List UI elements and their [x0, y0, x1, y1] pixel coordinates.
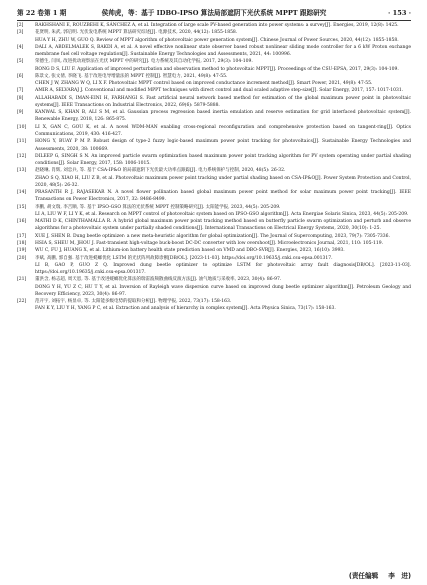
- reference-number: [17]: [17, 233, 27, 239]
- running-title: 侯帅虎，等：基于 IDBO-IPSO 算法局部遮阴下光伏系统 MPPT 跟踪研究: [101, 9, 327, 17]
- reference-entry: [17, 44, 411, 59]
- reference-text: HUA Y H, ZHU W, GUO Q. Review of MPPT algorithm of photovoltaic power generation system[J]. Chinese Journal of Power Sources, 2020, 44(12): 1855-1858.: [35, 37, 399, 43]
- reference-entry: [17, 153, 411, 168]
- reference-number: [3]: [17, 30, 24, 36]
- reference-number: [5]: [17, 59, 24, 65]
- editor-name: 李 进): [388, 572, 411, 580]
- reference-text: LI A, LIU W F, LI Y K, et al. Research on MPPT control of photovoltaic system based on IPSO-GSO algorithm[J]. Acta Energiae Solaris Sinica, 2023, 44(5): 205-209.: [35, 211, 409, 217]
- reference-text: LI X, GAN C, GOU K, et al. A novel WDM-MAN enabling cross-regional reconfiguration and comprehensive protection based on tangent-ring[J]. Optics Communications, 2019, 430: 416-427.: [35, 124, 411, 137]
- reference-text: 董洪含, 杨志超, 周天恩, 等. 基于改进蜣螂优化算法的瑞雷波频散曲线反演方法[J]. 油气地质与采收率, 2023, 30(4): 86-97.: [35, 277, 282, 283]
- reference-entry: [17, 247, 411, 254]
- reference-number: [2]: [17, 23, 24, 28]
- reference-number: [11]: [17, 139, 27, 145]
- reference-entry: [17, 175, 411, 190]
- header-rule: [17, 20, 411, 21]
- reference-entry: [17, 29, 411, 36]
- reference-text: WU C, FU J, HUANG X, et al. Lithium-ion battery health state prediction based on VMD and DBO-SVR[J]. Energies, 2023, 16(10): 3993.: [35, 248, 345, 254]
- reference-number: [8]: [17, 95, 24, 101]
- journal-issue: 第 22 卷第 1 期: [17, 9, 67, 17]
- reference-text: 范开宇, 刘拓宇, 杨显卓, 等. 太阳能多级电势的提取和分析[J]. 物理学报, 2022, 73(17): 158-163.: [35, 299, 232, 305]
- reference-entry: [17, 204, 411, 211]
- reference-number: [21]: [17, 277, 27, 283]
- reference-text: CHEN J W, ZHANG W Q, LI X F. Photovoltaic MPPT control based on improved conductance increment method[J]. Smart Power, 2021, 49(8): 47-55.: [35, 81, 373, 87]
- responsible-editor: [349, 570, 411, 580]
- reference-text: RONG D S, LIU F. Application of improved perturbation and observation method to photovoltaic MPPT[J]. Proceedings of the CSU-EPSA, 2017, 29(3): 104-109.: [35, 66, 399, 72]
- reference-text: FAN K Y, LIU Y H, YANG P C, et al. Extraction and analysis of hierarchy in complex system[J]. Acta Physica Sinica, 73(17): 158-163.: [35, 306, 336, 312]
- reference-number: [6]: [17, 73, 24, 79]
- reference-text: HONG Y, BUAY P M P. Robust design of type-2 fuzzy logic-based maximum power point tracking for photovoltaics[J]. Sustainable Energy Technologies and Assessments, 2020, 38: 100669.: [35, 139, 411, 152]
- reference-entry: [17, 95, 411, 110]
- reference-list: [17, 22, 411, 313]
- reference-entry: [17, 240, 411, 247]
- reference-number: [12]: [17, 153, 27, 159]
- reference-number: [15]: [17, 204, 27, 210]
- reference-text: DONG Y H, YU Z C, HU T Y, et al. Inversion of Rayleigh wave dispersion curve based on improved dung beetle optimizer algorithm[J]. Petroleum Geology and Recovery Efficiency, 2023, 30(4): 86-97.: [35, 284, 411, 297]
- reference-text: LI B, GAO P, GUO Z Q. Improved dung beetle optimizer to optimize LSTM for photovoltaic array fault diagnosis[DB/OL]. [2023-11-03]. https://doi.org/10.19635/j.cnki.csu-epsa.001317.: [35, 262, 411, 276]
- reference-text: AMIR A, SELVARAJ J. Conventional and modified MPPT techniques with direct control and dual scaled adaptive step-size[J]. Solar Energy, 2017, 157: 1017-1031.: [35, 88, 404, 94]
- reference-text: DALI A, ABDELMALEK S, BAKDI A, et al. A novel effective nonlinear state observer based robust nonlinear sliding mode controller for a 6 kW Proton exchange membrane fuel cell voltage regulation[J]. Sustainable Energy Technologies and Assessments, 2021, 44: 100996.: [35, 44, 411, 58]
- reference-entry: [17, 22, 411, 29]
- reference-entry: [17, 211, 411, 218]
- reference-entry: [17, 138, 411, 153]
- page-number: · 153 ·: [388, 9, 411, 17]
- reference-entry: [17, 66, 411, 73]
- reference-entry: [17, 58, 411, 65]
- reference-number: [9]: [17, 110, 24, 116]
- reference-entry: [17, 87, 411, 94]
- reference-entry: [17, 233, 411, 240]
- reference-text: 花贤明, 朱武, 郭启明. 光伏发电系统 MPPT 算法研究综述[J]. 电源技术, 2020, 44(12): 1855-1858.: [35, 30, 238, 36]
- reference-text: HSIA S, SHEU M, JHOU J. Fast-transient high-voltage buck-boost DC-DC converter with low overshoot[J]. Microelectronics Journal, 2021, 110: 105-119.: [35, 240, 384, 246]
- reference-text: 赵晓琳, 肖辉, 刘忠兵, 等. 基于 CSA-IP&O 的局部遮阴下光伏最大功率点跟踪[J]. 电力系统保护与控制, 2020, 48(5): 26-32.: [35, 168, 286, 174]
- reference-number: [4]: [17, 44, 24, 50]
- reference-number: [14]: [17, 190, 27, 196]
- reference-entry: [17, 109, 411, 124]
- reference-number: [19]: [17, 248, 27, 254]
- reference-number: [7]: [17, 88, 24, 94]
- reference-number: [22]: [17, 299, 27, 305]
- reference-entry: [17, 276, 411, 283]
- reference-text: KANWAL S, KHAN B, ALI S M, et al. Gaussian process regression based inertia emulation and reserve estimation for grid interfaced photovoltaic system[J]. Renewable Energy, 2018, 126: 865-875.: [35, 110, 411, 123]
- reference-entry: [17, 262, 411, 277]
- reference-text: XUE J, SHEN B. Dung beetle optimizer: a new meta-heuristic algorithm for global optimization[J]. The Journal of Supercomputing, 2023, 79(7): 7305-7336.: [35, 233, 390, 239]
- reference-entry: [17, 284, 411, 299]
- reference-entry: [17, 189, 411, 204]
- reference-text: 陈景文, 张文倩, 李晓飞. 基于改进电导增量法的 MPPT 控制[J]. 智慧电力, 2021, 49(8): 47-55.: [35, 73, 228, 79]
- reference-number: [10]: [17, 124, 27, 130]
- reference-entry: [17, 218, 411, 233]
- reference-text: DILEEP G, SINGH S N. An improved particle swarm optimization based maximum power point tracking algorithm for PV system operating under partial shading conditions[J]. Solar Energy, 2017, 158: 1006-1015.: [35, 153, 411, 167]
- reference-entry: [17, 73, 411, 80]
- running-header: [17, 7, 411, 19]
- reference-text: 荣德生, 闫凤, 改进扰动观察法在光伏 MPPT 中的研究[J]. 电力系统及其自动化学报, 2017, 29(3): 104-109.: [35, 59, 253, 65]
- reference-text: 李鹏, 胡文瑞, 李吉顺, 等. 基于 IPSO-GSO 算法的光伏系统 MPPT 控制策略研究[J]. 太阳能学报, 2023, 44(5): 205-209.: [35, 204, 281, 210]
- reference-number: [13]: [17, 168, 27, 174]
- reference-number: [18]: [17, 240, 27, 246]
- reference-text: MATHI D K, CHINTHAMALLA R. A hybrid global maximum power point tracking method based on butterfly particle swarm optimization and perturb and observe algorithms for a photovoltaic system under partially shaded conditions[J]. International Transactions on Electrical Energy Systems, 2020, 30(10): 1-25.: [35, 219, 411, 232]
- reference-text: RAKHSHANI E, ROUZBEHI K, SÁNCHEZ A, et al. Integration of large scale PV-based generation into power systems: a survey[J]. Energies, 2019, 12(8): 1425.: [35, 23, 399, 28]
- reference-entry: [17, 255, 411, 262]
- reference-text: 李斌, 高鹏, 郭自强. 基于改进蜣螂优化 LSTM 的光伏阵列故障诊断[DB/OL]. [2023-11-03]. https://doi.org/10.19635/j.cnki.csu-epsa.001317.: [35, 255, 333, 261]
- reference-text: PRASANTH R J, RAJASEKAR N. A novel flower pollination based global maximum power point method for solar maximum power point tracking[J]. IEEE Transactions on Power Electronics, 2017, 32: 8486-8499.: [35, 190, 411, 203]
- reference-entry: [17, 305, 411, 312]
- reference-text: ZHAO S Q, XIAO H, LIU Z B, et al. Photovoltaic maximum power point tracking under partial shading based on CSA-IP&O[J]. Power System Protection and Control, 2020, 48(5): 26-32.: [35, 175, 411, 188]
- reference-entry: [17, 37, 411, 44]
- editor-label: (责任编辑: [348, 572, 379, 580]
- reference-entry: [17, 124, 411, 139]
- reference-entry: [17, 80, 411, 87]
- reference-entry: [17, 298, 411, 305]
- reference-text: ALLAHABADI S, IMAN-EINI H, FARHANGI S. Fast artificial neural network based method for estimation of the global maximum power point in photovoltaic systems[J]. IEEE Transactions on Industrial Electronics, 2022, 69(6): 5879-5888.: [35, 95, 411, 108]
- reference-entry: [17, 167, 411, 174]
- reference-number: [16]: [17, 219, 27, 225]
- reference-number: [20]: [17, 255, 27, 261]
